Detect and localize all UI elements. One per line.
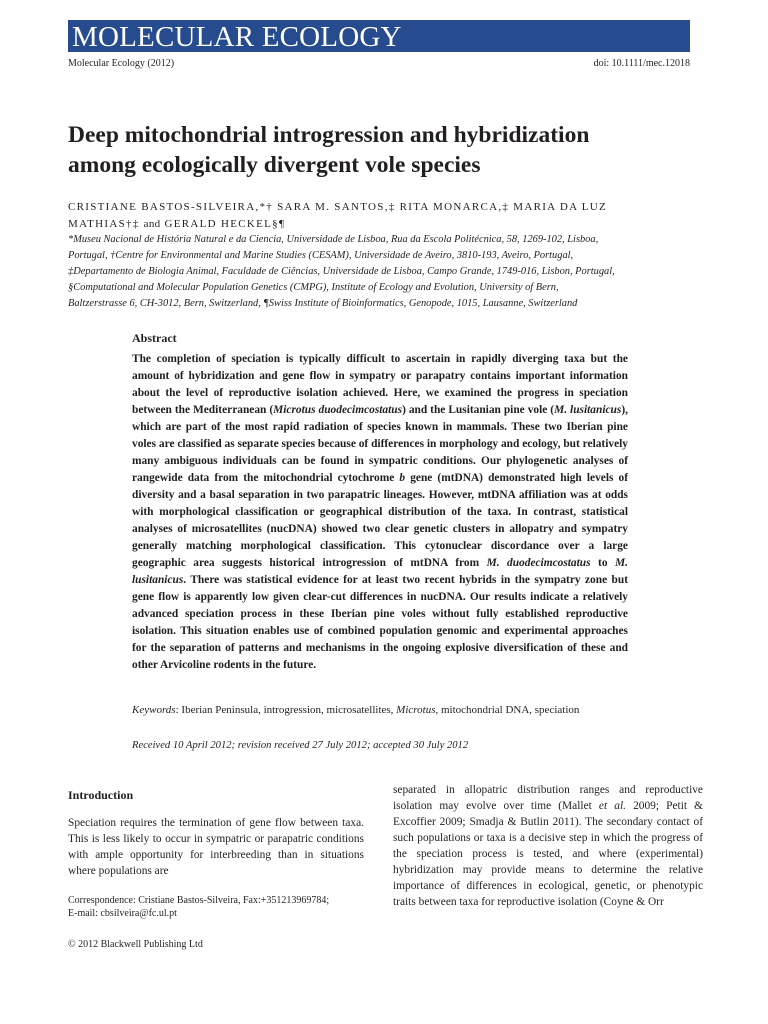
received-dates: Received 10 April 2012; revision received 27 July 2012; accepted 30 July 2012 [132, 740, 469, 751]
keywords-label: Keywords [132, 704, 176, 716]
keywords [132, 702, 628, 718]
affiliations [68, 232, 708, 312]
body-text: 2009; Petit & Excoffier 2009; Smadja & Butlin 2011). The secondary contact of such populations or taxa is a decisive step in which the progress of the speciation process is tested, and where (experimental) hybridization may provide means to determine the relative importance of differences in ecological, genetic, or phenotypic traits between taxa for reproductive isolation (Coyne & Orr [393, 800, 704, 908]
correspondence-email[interactable]: E-mail: cbsilveira@fc.ul.pt [68, 908, 177, 919]
introduction-heading: Introduction [68, 788, 134, 802]
affiliation-line: Portugal, †Centre for Environmental and Marine Studies (CESAM), Universidade de Aveiro, 3810-193, Aveiro, Portugal, [68, 250, 574, 261]
journal-banner: MOLECULAR ECOLOGY [68, 20, 690, 52]
abstract-text: ), which are part of the most rapid radiation of species known in mammals. These two Iberian pine voles are classified as separate species because of differences in morphology and ecology, but relatively many ambiguous individuals can be found in sympatric conditions. Our phylogenetic analyses of rangewide data from the mitochondrial cytochrome [132, 404, 628, 484]
abstract-text: to [590, 557, 616, 569]
title-line-2: among ecologically divergent vole species [68, 152, 481, 178]
title-line-1: Deep mitochondrial introgression and hybridization [68, 122, 590, 148]
correspondence [68, 894, 368, 920]
authors-line-2a: MATHIAS†‡ [68, 218, 140, 230]
authors-line-1: CRISTIANE BASTOS-SILVEIRA,*† SARA M. SANTOS,‡ RITA MONARCA,‡ MARIA DA LUZ [68, 201, 608, 213]
right-column-text [393, 782, 703, 910]
article-title [68, 120, 708, 180]
abstract-text: . There was statistical evidence for at least two recent hybrids in the sympatry zone but gene flow is apparently low given clear-cut differences in nucDNA. Our results indicate a relatively advanced speciation process in these Iberian pine voles without fully established reproductive isolation. This situation enables use of combined population genomic and experimental approaches for the separation of patterns and mechanisms in the ongoing explosive diversification of these and other Arvicoline rodents in the future. [132, 574, 628, 671]
species-name: M. lusitanicus [132, 557, 629, 586]
species-name: M. duodecimcostatus [486, 557, 591, 569]
abstract-text: The completion of speciation is typically difficult to ascertain in rapidly diverging taxa but the amount of hybridization and gene flow in sympatry or parapatry contains important information about the level of reproductive isolation achieved. Here, we examined the progress in speciation between the Mediterranean ( [132, 353, 628, 416]
affiliation-line: *Museu Nacional de História Natural e da Ciencia, Universidade de Lisboa, Rua da Escola Politécnica, 58, 1269-102, Lisboa, [68, 234, 599, 245]
correspondence-line: Correspondence: Cristiane Bastos-Silveira, Fax:+351213969784; [68, 895, 330, 906]
abstract-heading: Abstract [132, 331, 177, 345]
affiliation-line: §Computational and Molecular Population Genetics (CMPG), Institute of Ecology and Evolution, University of Bern, [68, 282, 559, 293]
introduction-body: Speciation requires the termination of gene flow between taxa. This is less likely to occur in sympatric or parapatric conditions with ample opportunity for interbreeding than in situations where populations are [68, 817, 364, 877]
keywords-text: : Iberian Peninsula, introgression, microsatellites, [175, 704, 397, 716]
keywords-text: , mitochondrial DNA, speciation [435, 704, 580, 716]
keyword-genus: Microtus [396, 704, 436, 716]
copyright: © 2012 Blackwell Publishing Ltd [68, 939, 203, 950]
abstract-body [132, 351, 628, 674]
abstract-text: gene (mtDNA) demonstrated high levels of diversity and a basal separation in two parapatric lineages. However, mtDNA affiliation was at odds with morphological classification or geographical distribution of the taxa. In contrast, statistical analyses of microsatellites (nucDNA) showed two clear genetic clusters in allopatry and sympatry generally matching morphological classification. This cytonuclear discordance over a large geographic area suggests historical introgression of mtDNA from [132, 472, 629, 569]
body-text: separated in allopatric distribution ranges and reproductive isolation may evolve over time (Mallet [393, 784, 703, 812]
left-column [68, 788, 364, 879]
species-name: Microtus duodecimcostatus [273, 404, 403, 416]
affiliation-line: ‡Departamento de Biologia Animal, Faculdade de Ciências, Universidade de Lisboa, Campo Grande, 1749-016, Lisbon, Portugal, [68, 266, 615, 277]
species-name: M. lusitanicus [554, 404, 622, 416]
affiliation-line: Baltzerstrasse 6, CH-3012, Bern, Switzerland, ¶Swiss Institute of Bioinformatics, Genopode, 1015, Lausanne, Switzerland [68, 298, 578, 309]
abstract-text: ) and the Lusitanian pine vole ( [402, 404, 555, 416]
running-head: Molecular Ecology (2012) [68, 58, 175, 69]
doi[interactable]: doi: 10.1111/mec.12018 [593, 58, 690, 69]
et-al: et al. [598, 800, 626, 812]
author-list [68, 199, 708, 233]
authors-line-2b: GERALD HECKEL§¶ [164, 218, 286, 230]
gene-name: b [399, 472, 406, 484]
authors-and: and [143, 218, 161, 230]
